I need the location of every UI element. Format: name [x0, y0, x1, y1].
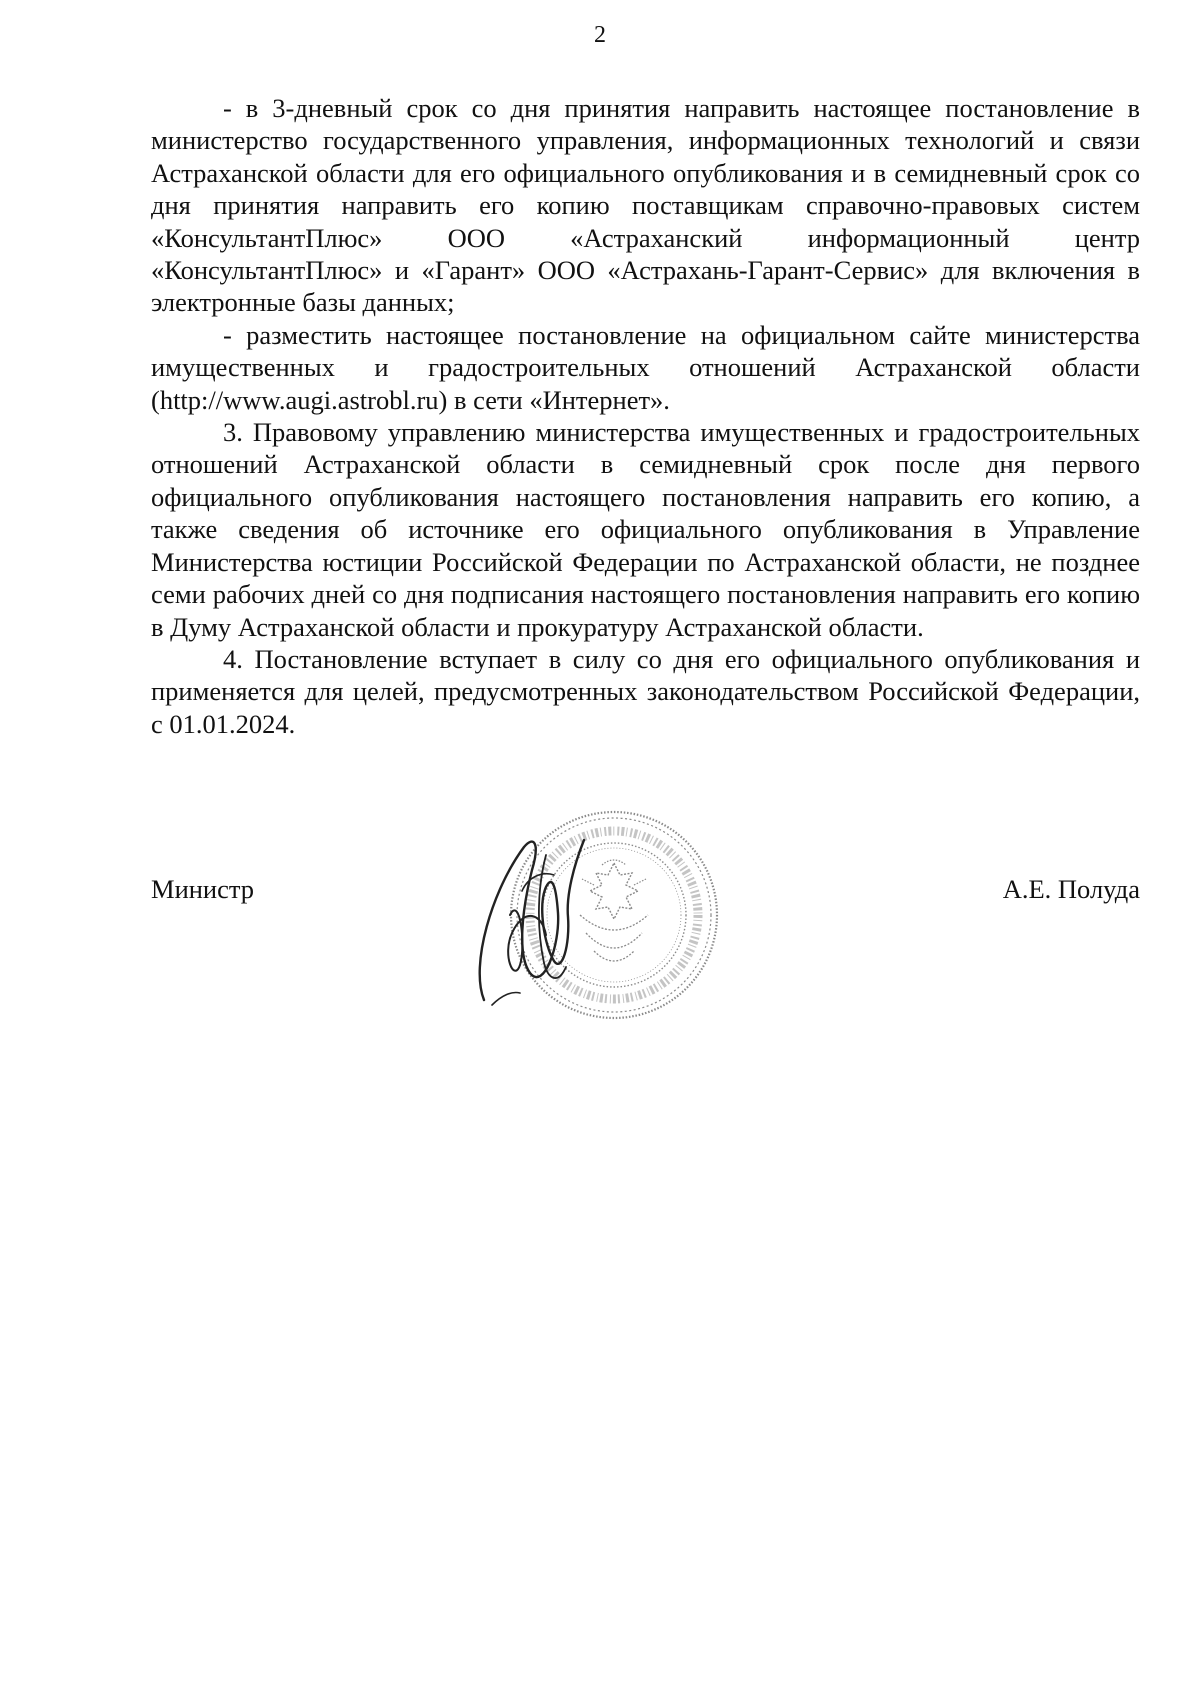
signatory-title: Министр	[151, 874, 255, 904]
paragraph-website-posting: - разместить настоящее постановление на официальном сайте министерства имущественных и градостроительных отношений Астраханской области (http://www.augi.astrobl.ru) в сети «Интернет».	[151, 319, 1140, 415]
signatory-name: А.Е. Полуда	[1002, 874, 1140, 904]
document-body	[151, 92, 1140, 740]
page-number: 2	[594, 22, 606, 48]
paragraph-item-4: 4. Постановление вступает в силу со дня его официального опубликования и применяется для целей, предусмотренных законодательством Российской Федерации, с 01.01.2024.	[151, 643, 1140, 739]
official-seal-and-signature	[462, 795, 732, 1040]
paragraph-publication-instructions: - в 3-дневный срок со дня принятия направить настоящее постановление в министерство государственного управления, информационных технологий и связи Астраханской области для его официального опубликования и в семидневный срок со дня принятия направить его копию поставщикам справочно-правовых систем «КонсультантПлюс» ООО «Астраханский информационный центр «КонсультантПлюс» и «Гарант» ООО «Астрахань-Гарант-Сервис» для включения в электронные базы данных;	[151, 93, 1140, 318]
paragraph-item-3: 3. Правовому управлению министерства имущественных и градостроительных отношений Астраханской области в семидневный срок после дня первого официального опубликования настоящего постановления направить его копию, а также сведения об источнике его официального опубликования в Управление Министерства юстиции Российской Федерации по Астраханской области, не позднее семи рабочих дней со дня подписания настоящего постановления направить его копию в Думу Астраханской области и прокуратуру Астраханской области.	[151, 417, 1140, 642]
